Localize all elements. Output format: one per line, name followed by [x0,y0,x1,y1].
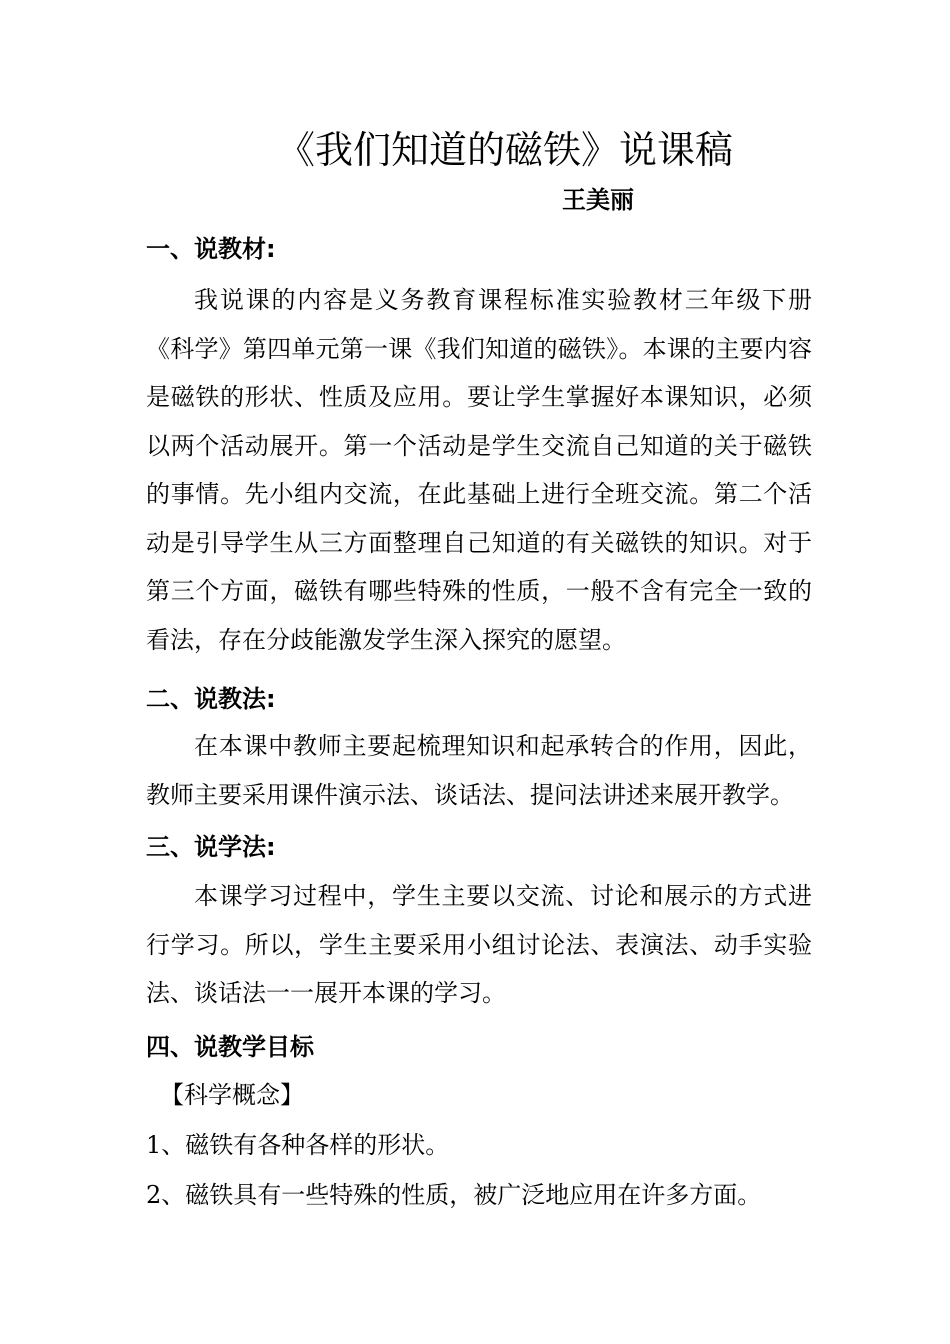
list-item: 2、磁铁具有一些特殊的性质，被广泛地应用在许多方面。 [146,1181,762,1209]
author-name: 王美丽 [562,186,634,214]
section-heading-learning-method: 三、说学法: [146,833,276,861]
section-heading-textbook: 一、说教材: [146,235,276,263]
section-heading-teaching-goals: 四、说教学目标 [146,1033,314,1061]
section-body-textbook: 我说课的内容是义务教育课程标准实验教材三年级下册《科学》第四单元第一课《我们知道的磁铁》。本课的主要内容是磁铁的形状、性质及应用。要让学生掌握好本课知识，必须以两个活动展开。第一个活动是学生交流自己知道的关于磁铁的事情。先小组内交流，在此基础上进行全班交流。第二个活动是引导学生从三方面整理自己知道的有关磁铁的知识。对于第三个方面，磁铁有哪些特殊的性质，一般不含有完全一致的看法，存在分歧能激发学生深入探究的愿望。 [146,286,812,654]
section-body-teaching-method: 在本课中教师主要起梳理知识和起承转合的作用，因此，教师主要采用课件演示法、谈话法、提问法讲述来展开教学。 [146,732,812,809]
document-title: 《我们知道的磁铁》说课稿 [276,128,733,172]
subheading-science-concepts: 【科学概念】 [160,1081,304,1109]
section-body-learning-method: 本课学习过程中，学生主要以交流、讨论和展示的方式进行学习。所以，学生主要采用小组讨论法、表演法、动手实验法、谈话法一一展开本课的学习。 [146,882,812,1007]
section-heading-teaching-method: 二、说教法: [146,685,276,713]
list-item: 1、磁铁有各种各样的形状。 [146,1131,450,1159]
